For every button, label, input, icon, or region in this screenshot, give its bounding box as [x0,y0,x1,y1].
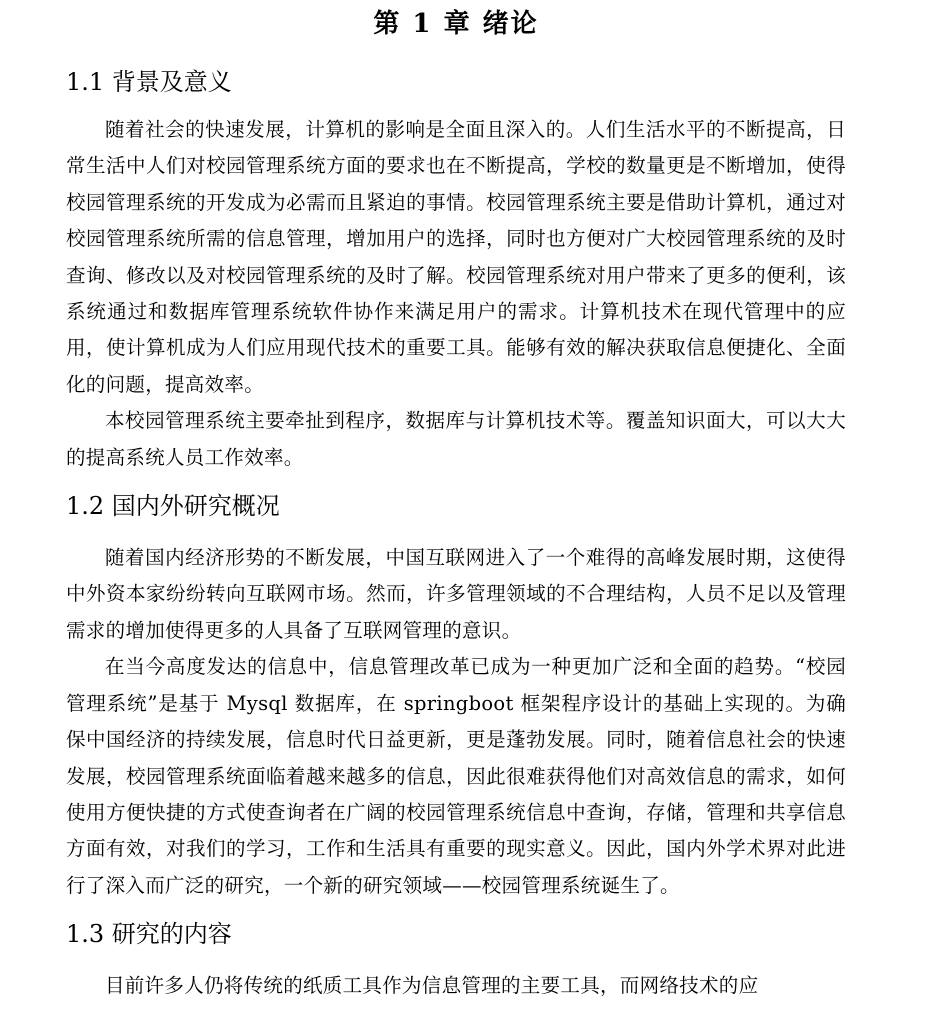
section-heading-1-2: 1.2 国内外研究概况 [66,492,280,521]
section-heading-1-1: 1.1 背景及意义 [66,68,232,96]
section-1-2-paragraph-2: 在当今高度发达的信息中，信息管理改革已成为一种更加广泛和全面的趋势。“校园管理系统”是基于 Mysql 数据库，在 springboot 框架程序设计的基础上实现的。为确保中国经济的持续发展，信息时代日益更新，更是蓬勃发展。同时，随着信息社会的快速发展，校园管理系统面临着越来越多的信息，因此很难获得他们对高效信息的需求，如何使用方便快捷的方式使查询者在广阔的校园管理系统信息中查询，存储，管理和共享信息方面有效，对我们的学习，工作和生活具有重要的现实意义。因此，国内外学术界对此进行了深入而广泛的研究，一个新的研究领域——校园管理系统诞生了。 [66,655,846,897]
document-page [66,0,846,1005]
section-heading-1-3: 1.3 研究的内容 [66,920,232,949]
section-1-1-paragraph-1: 随着社会的快速发展，计算机的影响是全面且深入的。人们生活水平的不断提高，日常生活中人们对校园管理系统方面的要求也在不断提高，学校的数量更是不断增加，使得校园管理系统的开发成为必需而且紧迫的事情。校园管理系统主要是借助计算机，通过对校园管理系统所需的信息管理，增加用户的选择，同时也方便对广大校园管理系统的及时查询、修改以及对校园管理系统的及时了解。校园管理系统对用户带来了更多的便利，该系统通过和数据库管理系统软件协作来满足用户的需求。计算机技术在现代管理中的应用，使计算机成为人们应用现代技术的重要工具。能够有效的解决获取信息便捷化、全面化的问题，提高效率。 [66,118,846,396]
chapter-title: 第 1 章 绪论 [373,9,539,39]
section-1-2-paragraph-1: 随着国内经济形势的不断发展，中国互联网进入了一个难得的高峰发展时期，这使得中外资本家纷纷转向互联网市场。然而，许多管理领域的不合理结构，人员不足以及管理需求的增加使得更多的人具备了互联网管理的意识。 [66,546,846,642]
section-1-3-paragraph-1: 目前许多人仍将传统的纸质工具作为信息管理的主要工具，而网络技术的应 [105,974,759,998]
section-1-1-paragraph-2: 本校园管理系统主要牵扯到程序，数据库与计算机技术等。覆盖知识面大，可以大大的提高系统人员工作效率。 [66,409,846,469]
